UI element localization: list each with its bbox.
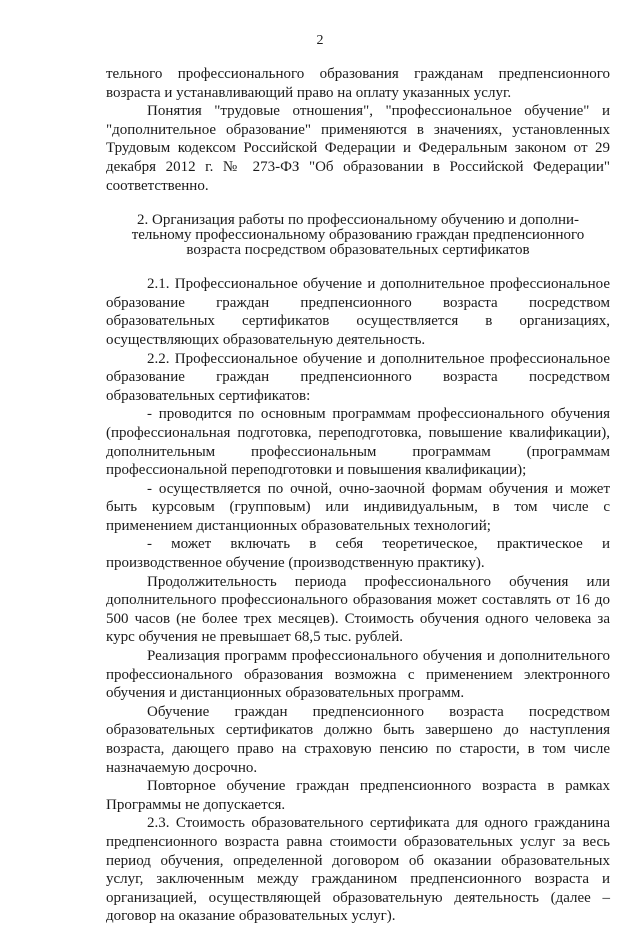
section-heading-line: возраста посредством образовательных сертификатов bbox=[186, 242, 530, 259]
section-heading-line: 2. Организация работы по профессиональному обучению и дополни- bbox=[136, 212, 580, 229]
para-elearning: Реализация программ профессионального обучения и дополнительного профессионального образования возможна с применением электронного обучения и дистанционных образовательных программ. bbox=[106, 648, 610, 702]
para-2-2: 2.2. Профессиональное обучение и дополнительное профессиональное образование граждан предпенсионного возраста посредством образовательных сертификатов: bbox=[106, 350, 610, 404]
document-body bbox=[106, 65, 610, 926]
section-paragraphs bbox=[106, 275, 610, 926]
para-list-2: - осуществляется по очной, очно-заочной формам обучения и может быть курсовым (групповым) или индивидуальным, в том числе с применением дистанционных образовательных технологий; bbox=[106, 480, 610, 534]
section-heading-line: тельному профессиональному образованию граждан предпенсионного bbox=[131, 227, 585, 244]
para-duration: Продолжительность периода профессионального обучения или дополнительного профессионального образования может составлять от 16 до 500 часов (не более трех месяцев). Стоимость обучения одного человека за курс обучения не превышает 68,5 тыс. рублей. bbox=[106, 573, 610, 646]
para-2-1: 2.1. Профессиональное обучение и дополнительное профессиональное образование граждан предпенсионного возраста посредством образовательных сертификатов осуществляется в организациях, осуществляющих образовательную деятельность. bbox=[106, 276, 610, 348]
para-continuation: тельного профессионального образования гражданам предпенсионного возраста и устанавливающий право на оплату указанных услуг. bbox=[106, 66, 610, 101]
para-list-3: - может включать в себя теоретическое, практическое и производственное обучение (производственную практику). bbox=[106, 536, 610, 572]
para-terms: Понятия "трудовые отношения", "профессиональное обучение" и "дополнительное образование" применяются в значениях, установленных Трудовым кодексом Российской Федерации и Федеральным законом от 29 декабря 2012 г. № 273-ФЗ "Об образовании в Российской Федерации" соответственно. bbox=[106, 103, 610, 194]
intro-paragraphs bbox=[106, 65, 610, 195]
page-number: 2 bbox=[316, 33, 324, 48]
para-2-3: 2.3. Стоимость образовательного сертификата для одного гражданина предпенсионного возраста равна стоимости образовательных услуг за весь период обучения, определенной договором об оказании образовательных услуг, заключенным между гражданином предпенсионного возраста и организацией, осуществляющей образовательную деятельность (далее – договор на оказание образовательных услуг). bbox=[106, 815, 610, 925]
section-heading bbox=[106, 213, 610, 258]
para-list-1: - проводится по основным программам профессионального обучения (профессиональная подготовка, переподготовка, повышение квалификации), дополнительным профессиональным программам (программам профессиональной переподготовки и повышения квалификации); bbox=[106, 406, 610, 479]
para-repeat: Повторное обучение граждан предпенсионного возраста в рамках Программы не допускается. bbox=[106, 778, 610, 813]
para-completion: Обучение граждан предпенсионного возраста посредством образовательных сертификатов должно быть завершено до наступления возраста, дающего право на страховую пенсию по старости, в том числе назначаемую досрочно. bbox=[106, 703, 610, 776]
